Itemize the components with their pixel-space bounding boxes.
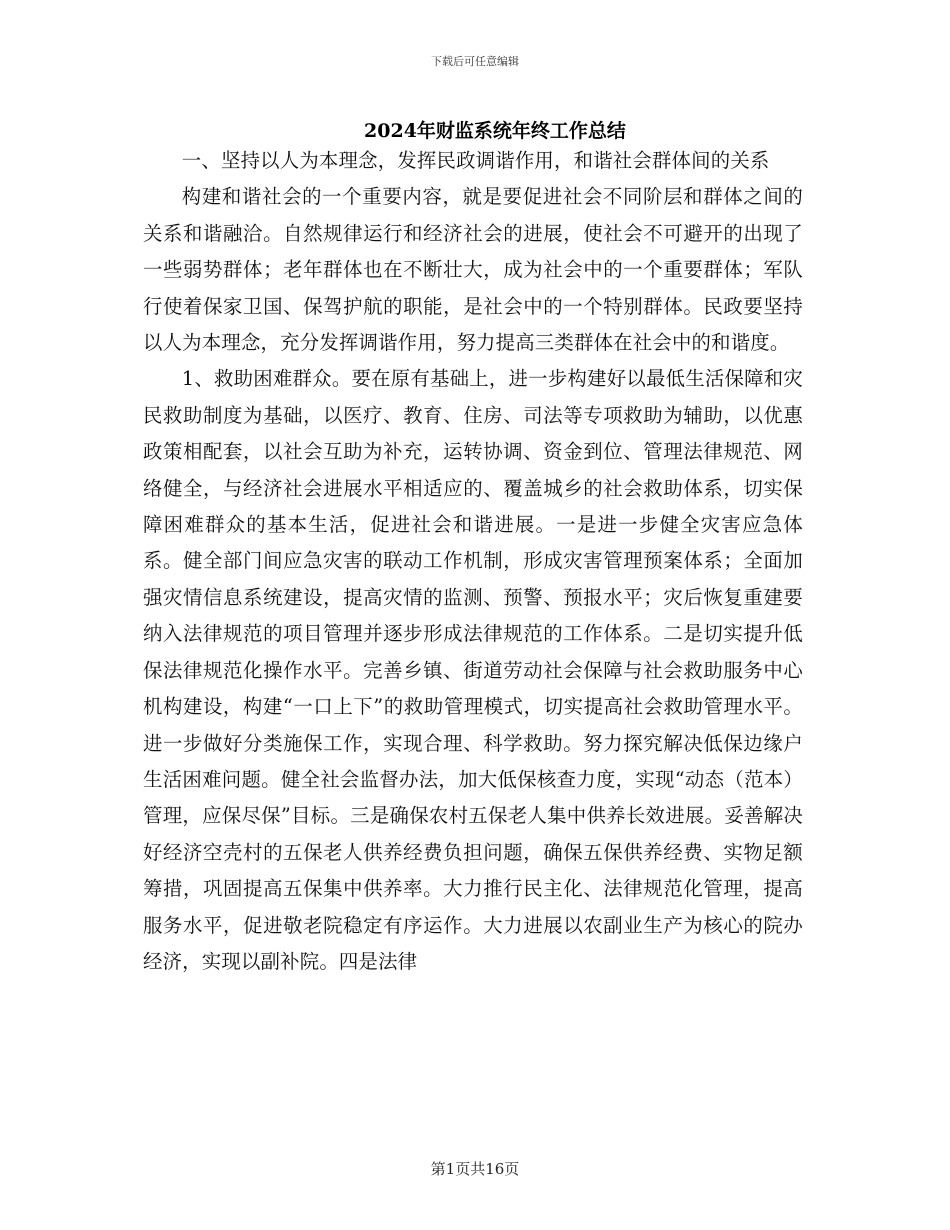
page-header-note: 下载后可任意编辑 bbox=[431, 55, 519, 68]
document-title: 2024年财监系统年终工作总结 bbox=[364, 120, 626, 142]
body-paragraph: 1、救助困难群众。要在原有基础上，进一步构建好以最低生活保障和灾民救助制度为基础，以医疗、教育、住房、司法等专项救助为辅助，以优惠政策相配套，以社会互助为补充，运转协调、资金到位、管理法律规范、网络健全，与经济社会进展水平相适应的、覆盖城乡的社会救助体系，切实保障困难群众的基本生活，促进社会和谐进展。一是进一步健全灾害应急体系。健全部门间应急灾害的联动工作机制，形成灾害管理预案体系；全面加强灾情信息系统建设，提高灾情的监测、预警、预报水平；灾后恢复重建要纳入法律规范的项目管理并逐步形成法律规范的工作体系。二是切实提升低保法律规范化操作水平。完善乡镇、街道劳动社会保障与社会救助服务中心机构建设，构建“一口上下”的救助管理模式，切实提高社会救助管理水平。进一步做好分类施保工作，实现合理、科学救助。努力探究解决低保边缘户生活困难问题。健全社会监督办法，加大低保核查力度，实现“动态（范本）管理，应保尽保”目标。三是确保农村五保老人集中供养长效进展。妥善解决好经济空壳村的五保老人供养经费负担问题，确保五保供养经费、实物足额筹措，巩固提高五保集中供养率。大力推行民主化、法律规范化管理，提高服务水平，促进敬老院稳定有序运作。大力进展以农副业生产为核心的院办经济，实现以副补院。四是法律 bbox=[143, 367, 803, 973]
body-paragraph: 构建和谐社会的一个重要内容，就是要促进社会不同阶层和群体之间的关系和谐融洽。自然规律运行和经济社会的进展，使社会不可避开的出现了一些弱势群体；老年群体也在不断壮大，成为社会中的一个重要群体；军队行使着保家卫国、保驾护航的职能，是社会中的一个特别群体。民政要坚持以人为本理念，充分发挥调谐作用，努力提高三类群体在社会中的和谐度。 bbox=[143, 185, 803, 355]
section-heading-paragraph: 一、坚持以人为本理念，发挥民政调谐作用，和谐社会群体间的关系 bbox=[181, 149, 770, 172]
page-number-footer: 第1页共16页 bbox=[430, 1160, 520, 1178]
document-body bbox=[143, 143, 803, 980]
